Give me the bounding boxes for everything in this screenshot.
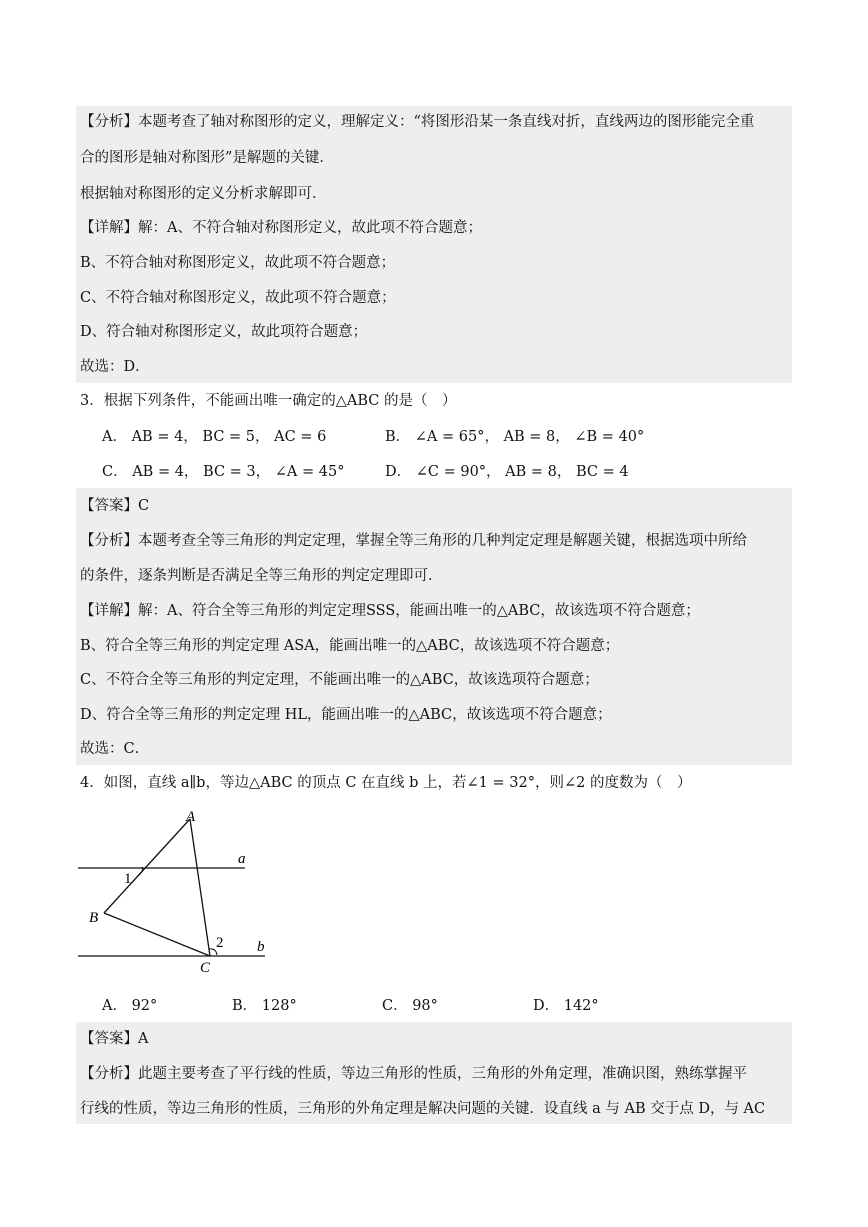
analysis-line: 根据轴对称图形的定义分析求解即可． [80, 186, 327, 202]
line-a-label: a [238, 851, 246, 867]
detail-line: C、不符合轴对称图形定义，故此项不符合题意； [80, 290, 396, 306]
vertex-a-label: A [186, 809, 196, 825]
analysis-line: 的条件，逐条判断是否满足全等三角形的判定定理即可． [80, 568, 443, 584]
analysis-line: 【分析】此题主要考查了平行线的性质，等边三角形的性质，三角形的外角定理，准确识图，熟练掌握平 [80, 1066, 747, 1082]
detail-line: B、符合全等三角形的判定定理 ASA，能画出唯一的△ABC，故该选项不符合题意； [80, 638, 620, 654]
angle-2-label: 2 [216, 935, 224, 951]
detail-line: B、不符合轴对称图形定义，故此项不符合题意； [80, 255, 396, 271]
angle-1-label: 1 [124, 871, 132, 887]
detail-line: C、不符合全等三角形的判定定理，不能画出唯一的△ABC，故该选项符合题意； [80, 672, 599, 688]
side-bc [104, 913, 210, 956]
analysis-line: 行线的性质，等边三角形的性质，三角形的外角定理是解决问题的关键．设直线 a 与 AB 交于点 D，与 AC [80, 1101, 766, 1117]
q3-option-b: B． ∠A = 65°， AB = 8， ∠B = 40° [385, 429, 645, 445]
detail-line: D、符合轴对称图形定义，故此项符合题意； [80, 324, 368, 340]
geometry-figure [70, 805, 280, 980]
detail-line: 【详解】解：A、不符合轴对称图形定义，故此项不符合题意； [80, 220, 482, 236]
detail-line: D、符合全等三角形的判定定理 HL，能画出唯一的△ABC，故该选项不符合题意； [80, 707, 612, 723]
q3-option-d: D． ∠C = 90°， AB = 8， BC = 4 [385, 464, 629, 480]
q4-option-b: B． 128° [232, 998, 297, 1014]
question-3-stem: 3．根据下列条件，不能画出唯一确定的△ABC 的是（ ） [80, 393, 457, 409]
conclusion-line: 故选：D． [80, 359, 150, 375]
q3-option-a: A． AB = 4， BC = 5， AC = 6 [102, 429, 327, 445]
q4-option-a: A． 92° [102, 998, 158, 1014]
answer-line: 【答案】C [80, 498, 150, 514]
side-ac [190, 819, 210, 956]
side-ab [104, 819, 190, 913]
q4-option-c: C． 98° [382, 998, 438, 1014]
conclusion-line: 故选：C． [80, 741, 150, 757]
analysis-line: 【分析】本题考查了轴对称图形的定义，理解定义：“将图形沿某一条直线对折，直线两边的图形能完全重 [80, 114, 755, 130]
analysis-line: 【分析】本题考查全等三角形的判定定理，掌握全等三角形的几种判定定理是解题关键，根据选项中所给 [80, 533, 747, 549]
question-4-stem: 4．如图，直线 a∥b，等边△ABC 的顶点 C 在直线 b 上，若∠1 = 32°，则∠2 的度数为（ ） [80, 775, 692, 791]
line-b-label: b [257, 939, 265, 955]
q3-option-c: C． AB = 4， BC = 3， ∠A = 45° [102, 464, 345, 480]
analysis-line: 合的图形是轴对称图形”是解题的关键． [80, 150, 334, 166]
answer-line: 【答案】A [80, 1031, 149, 1047]
q4-option-d: D． 142° [533, 998, 599, 1014]
vertex-c-label: C [200, 960, 211, 976]
detail-line: 【详解】解：A、符合全等三角形的判定定理SSS，能画出唯一的△ABC，故该选项不符合题意； [80, 603, 700, 619]
vertex-b-label: B [89, 910, 99, 926]
